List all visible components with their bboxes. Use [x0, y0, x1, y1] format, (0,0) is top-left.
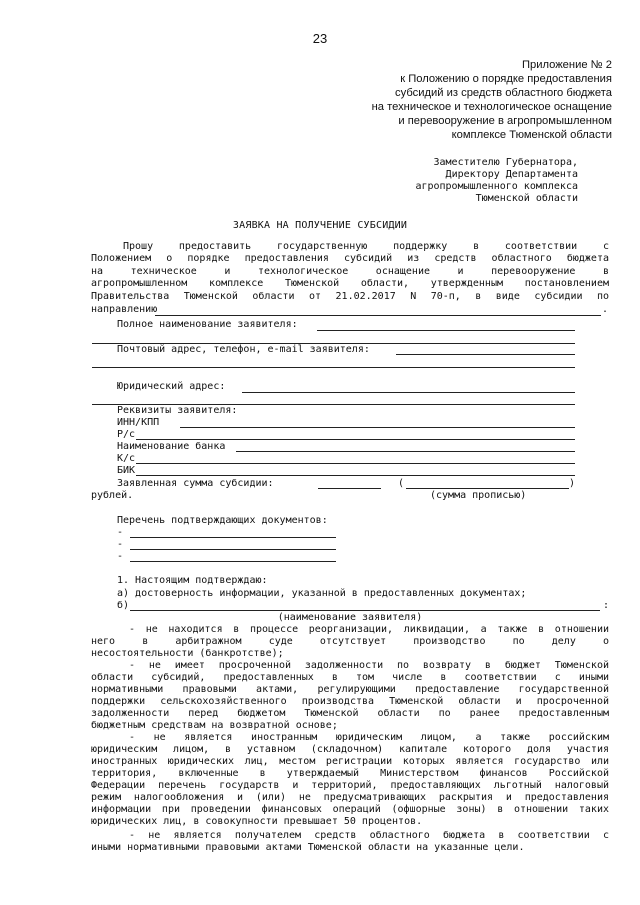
confirm-paragraph-line: несостоятельности (банкротстве);	[91, 648, 284, 659]
confirm-paragraph-line: юридическим лицом, в уставном (складочном) капитале которого доля участия	[91, 744, 609, 755]
amount-number-field-line[interactable]	[318, 488, 381, 489]
confirm-paragraph-line: поддержки сельскохозяйственного производства Тюменской области и просроченной	[91, 696, 609, 707]
applicant-caption: (наименование заявителя)	[277, 612, 423, 623]
rs-field-line[interactable]	[136, 439, 575, 440]
confirm-paragraph-line: иными нормативными правовыми актами Тюменской области на указанные цели.	[91, 842, 525, 853]
legal-address-label: Юридический адрес:	[117, 381, 226, 392]
document-field-line[interactable]	[130, 537, 336, 538]
document-bullet: -	[117, 539, 124, 550]
appendix-line: к Положению о порядке предоставления	[400, 73, 612, 85]
intro-line: агропромышленном комплексе Тюменской области, утвержденным постановлением	[91, 278, 609, 289]
document-field-line[interactable]	[130, 561, 336, 562]
addressee-line: агропромышленного комплекса	[415, 181, 578, 192]
addressee-line: Заместителю Губернатора,	[433, 157, 578, 168]
document-bullet: -	[117, 527, 124, 538]
confirm-item-b-end: :	[603, 600, 610, 611]
confirm-item-b: б)	[117, 600, 130, 611]
inn-label: ИНН/КПП	[117, 417, 160, 428]
rubles-label: рублей.	[91, 490, 134, 501]
confirm-paragraph-line: - не является получателем средств областного бюджета в соответствии с	[129, 830, 609, 841]
applicant-name-field-line[interactable]	[130, 610, 600, 611]
intro-end: .	[602, 304, 609, 315]
confirm-heading: 1. Настоящим подтверждаю:	[117, 575, 268, 586]
confirm-paragraph-line: Федерации перечень государств и территорий, предоставляющих льготный налоговый	[91, 780, 609, 791]
confirm-paragraph-line: режим налогообложения и (или) не предусматривающих раскрытия и предоставления	[91, 792, 609, 803]
document-bullet: -	[117, 551, 124, 562]
bank-field-line[interactable]	[236, 451, 575, 452]
appendix-line: на техническое и технологическое оснащение	[371, 101, 612, 113]
document-title: ЗАЯВКА НА ПОЛУЧЕНИЕ СУБСИДИИ	[232, 220, 408, 231]
addressee-line: Директору Департамента	[445, 169, 578, 180]
bik-field-line[interactable]	[136, 475, 575, 476]
confirm-paragraph-line: - не является иностранным юридическим лицом, а также российским	[129, 732, 609, 743]
full-name-field-line[interactable]	[317, 330, 575, 331]
appendix-line: Приложение № 2	[521, 59, 612, 71]
bik-label: БИК	[117, 465, 136, 476]
amount-words-field-line[interactable]	[406, 488, 569, 489]
appendix-line: субсидий из средств областного бюджета	[395, 87, 612, 99]
amount-bracket-open: (	[398, 478, 405, 489]
appendix-line: комплексе Тюменской области	[451, 129, 612, 141]
ks-field-line[interactable]	[136, 463, 575, 464]
confirm-paragraph-line: области субсидий, предоставленных в том числе в соответствии с иными	[91, 672, 609, 683]
amount-label: Заявленная сумма субсидии:	[117, 478, 274, 489]
confirm-paragraph-line: юридических лиц, в совокупности превышает 50 процентов.	[91, 816, 423, 827]
intro-line: Положением о порядке предоставления субсидий из средств областного бюджета	[91, 253, 609, 264]
addressee-line: Тюменской области	[475, 193, 578, 204]
confirm-paragraph-line: иностранных юридических лиц, местом регистрации которых является государство или	[91, 756, 609, 767]
page-number: 23	[312, 31, 328, 46]
requisites-label: Реквизиты заявителя:	[117, 405, 238, 416]
full-name-label: Полное наименование заявителя:	[117, 319, 298, 330]
intro-line: направлению	[91, 304, 158, 315]
documents-heading: Перечень подтверждающих документов:	[117, 515, 328, 526]
rs-label: Р/с	[117, 429, 136, 440]
postal-label: Почтовый адрес, телефон, e-mail заявителя:	[117, 344, 370, 355]
legal-address-field-line[interactable]	[242, 392, 575, 393]
intro-line: Прошу предоставить государственную поддержку в соответствии с	[123, 241, 609, 252]
confirm-paragraph-line: нормативными правовыми актами, регулирующими предоставление государственной	[91, 684, 609, 695]
confirm-paragraph-line: информации при проведении финансовых операций (офшорные зоны) в отношении таких	[91, 804, 609, 815]
confirm-paragraph-line: бюджетным средствам на возвратной основе;	[91, 720, 338, 731]
direction-field-line[interactable]	[155, 315, 601, 316]
appendix-line: и перевооружение в агропромышленном	[398, 115, 612, 127]
addressee-block	[415, 157, 578, 205]
postal-field-line-2[interactable]	[92, 367, 575, 368]
amount-words-caption: (сумма прописью)	[430, 490, 527, 501]
document-field-line[interactable]	[130, 549, 336, 550]
confirm-paragraph-line: - не находится в процессе реорганизации, ликвидации, а также в отношении	[129, 624, 609, 635]
appendix-header	[372, 58, 612, 142]
bank-label: Наименование банка	[117, 441, 226, 452]
confirm-paragraph-line: него в арбитражном суде отсутствует производство по делу о	[91, 636, 609, 647]
intro-line: Правительства Тюменской области от 21.02.2017 N 70-п, в виде субсидии по	[91, 291, 609, 302]
confirm-item-a: а) достоверность информации, указанной в предоставленных документах;	[117, 588, 527, 599]
amount-bracket-close: )	[569, 478, 576, 489]
ks-label: К/с	[117, 453, 136, 464]
confirm-paragraph-line: территория, включенные в утверждаемый Министерством финансов Российской	[91, 768, 609, 779]
intro-line: на техническое и технологическое оснащение и перевооружение в	[91, 266, 609, 277]
inn-field-line[interactable]	[180, 427, 575, 428]
confirm-paragraph-line: - не имеет просроченной задолженности по возврату в бюджет Тюменской	[129, 660, 609, 671]
confirm-paragraph-line: задолженности перед бюджетом Тюменской области по ранее предоставленным	[91, 708, 609, 719]
postal-field-line[interactable]	[396, 354, 575, 355]
